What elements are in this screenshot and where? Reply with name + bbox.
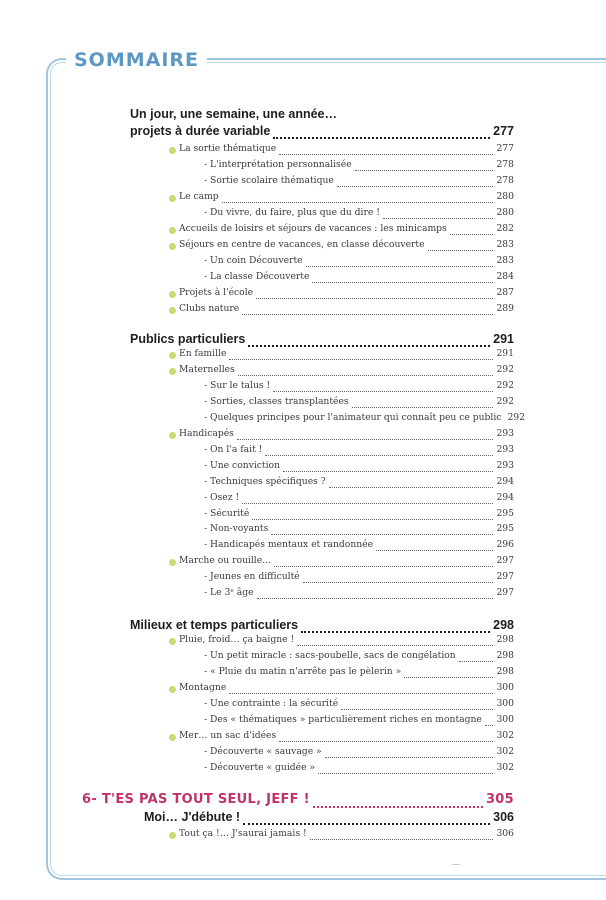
- bullet-icon: [169, 291, 176, 298]
- entry-label: - L'interprétation personnalisée: [204, 158, 352, 170]
- dot-leader: [242, 503, 493, 504]
- toc-subentry[interactable]: [204, 411, 525, 427]
- entry-label: - Découverte « guidée »: [204, 761, 316, 773]
- dot-leader: [238, 375, 494, 376]
- entry-page: 277: [496, 143, 514, 154]
- dot-leader: [273, 137, 490, 139]
- entry-page: 302: [496, 761, 514, 773]
- toc-entry[interactable]: [169, 730, 514, 745]
- section-heading-title: Milieux et temps particuliers: [130, 618, 299, 632]
- entry-page: 295: [496, 523, 514, 535]
- toc-subentry[interactable]: [204, 714, 514, 729]
- dot-leader: [273, 391, 493, 392]
- toc-subentry[interactable]: [204, 650, 514, 665]
- toc-subentry[interactable]: [204, 539, 514, 554]
- toc-entry[interactable]: [169, 223, 514, 238]
- dot-leader: [341, 709, 493, 710]
- toc-entry[interactable]: [169, 364, 514, 379]
- toc-subentry[interactable]: [204, 492, 514, 507]
- toc-subentry[interactable]: [204, 396, 514, 411]
- bullet-icon: [169, 832, 176, 839]
- entry-label: - Sur le talus !: [204, 379, 271, 391]
- entry-label: - Techniques spécifiques ?: [204, 475, 326, 487]
- toc-subentry[interactable]: [204, 255, 514, 270]
- entry-page: 284: [496, 270, 514, 282]
- dot-leader: [279, 741, 493, 742]
- dot-leader: [301, 631, 490, 633]
- toc-subentry[interactable]: [204, 444, 514, 459]
- page-title: SOMMAIRE: [74, 49, 200, 71]
- entry-page: 297: [496, 555, 514, 567]
- dot-leader: [274, 566, 493, 567]
- dot-leader: [310, 839, 494, 840]
- entry-page: 297: [496, 587, 514, 599]
- entry-label: Pluie, froid… ça baigne !: [179, 634, 295, 645]
- toc-subentry[interactable]: [204, 666, 514, 681]
- toc-entry[interactable]: [169, 348, 514, 363]
- entry-page: 300: [496, 681, 514, 693]
- entry-page: 287: [496, 286, 514, 298]
- dot-leader: [252, 519, 493, 520]
- dot-leader: [485, 725, 494, 726]
- toc-entry[interactable]: [169, 634, 514, 649]
- bullet-icon: [169, 352, 176, 359]
- entry-page: 292: [496, 363, 514, 375]
- toc-subentry[interactable]: [204, 380, 514, 395]
- dot-leader: [376, 550, 493, 551]
- dot-leader: [318, 773, 493, 774]
- entry-page: 298: [496, 665, 514, 677]
- entry-page: 302: [496, 745, 514, 757]
- dot-leader: [383, 218, 494, 219]
- dot-leader: [313, 806, 483, 808]
- bullet-icon: [169, 686, 176, 693]
- entry-page: 294: [496, 475, 514, 487]
- entry-page: 278: [496, 158, 514, 170]
- toc-subentry[interactable]: [204, 175, 514, 190]
- entry-page: 278: [496, 174, 514, 186]
- entry-label: - Sortie scolaire thématique: [204, 174, 334, 186]
- toc-entry[interactable]: [169, 828, 514, 843]
- dot-leader: [256, 298, 493, 299]
- section-heading[interactable]: [144, 810, 514, 828]
- bullet-icon: [169, 195, 176, 202]
- entry-label: Clubs nature: [179, 302, 240, 314]
- dot-leader: [242, 314, 493, 315]
- entry-page: 282: [496, 222, 514, 234]
- toc-subentry[interactable]: [204, 271, 514, 286]
- bullet-icon: [169, 368, 176, 375]
- dot-leader: [352, 407, 494, 408]
- entry-page: 292: [507, 411, 525, 423]
- entry-label: - Non-voyants: [204, 523, 269, 535]
- entry-label: Tout ça !… J'saurai jamais !: [179, 828, 307, 839]
- bullet-icon: [169, 243, 176, 250]
- entry-page: 294: [496, 491, 514, 503]
- entry-page: 293: [496, 459, 514, 471]
- entry-page: 306: [496, 828, 514, 839]
- dot-leader: [222, 202, 494, 203]
- dot-leader: [450, 234, 494, 235]
- entry-label: - Une conviction: [204, 459, 280, 471]
- dot-leader: [257, 598, 494, 599]
- toc-entry[interactable]: [169, 303, 514, 318]
- entry-page: 283: [496, 238, 514, 250]
- entry-label: - Une contrainte : la sécurité: [204, 697, 339, 709]
- entry-label: - On l'a fait !: [204, 443, 263, 455]
- toc-subentry[interactable]: [204, 460, 514, 475]
- toc-subentry[interactable]: [204, 762, 514, 777]
- bullet-icon: [169, 227, 176, 234]
- toc-subentry[interactable]: [204, 508, 514, 523]
- entry-label: Montagne: [179, 681, 227, 693]
- toc-subentry[interactable]: [204, 571, 514, 586]
- dot-leader: [248, 345, 490, 347]
- entry-label: Séjours en centre de vacances, en classe découverte: [179, 238, 425, 250]
- section-heading-title: Moi… J'débute !: [144, 810, 241, 824]
- toc-subentry[interactable]: [204, 207, 514, 222]
- entry-page: 297: [496, 571, 514, 583]
- section-heading-title: projets à durée variable: [130, 124, 271, 138]
- entry-page: 291: [496, 348, 514, 359]
- entry-label: Marche ou rouille…: [179, 555, 272, 567]
- dot-leader: [459, 661, 494, 662]
- dot-leader: [303, 582, 494, 583]
- entry-label: - Découverte « sauvage »: [204, 745, 322, 757]
- dot-leader: [325, 757, 494, 758]
- dot-leader: [271, 534, 493, 535]
- entry-label: En famille: [179, 348, 227, 359]
- bullet-icon: [169, 638, 176, 645]
- toc-entry[interactable]: [169, 555, 514, 570]
- entry-label: - « Pluie du matin n'arrête pas le pèlerin »: [204, 665, 402, 677]
- entry-page: 283: [496, 254, 514, 266]
- dot-leader: [297, 645, 493, 646]
- entry-label: - Osez !: [204, 491, 240, 503]
- toc-entry[interactable]: [169, 428, 514, 443]
- entry-label: - Des « thématiques » particulièrement riches en montagne: [204, 713, 482, 725]
- section-heading-page: 306: [493, 810, 514, 824]
- bullet-icon: [169, 734, 176, 741]
- dot-leader: [283, 471, 493, 472]
- bullet-icon: [169, 147, 176, 154]
- entry-label: - Un petit miracle : sacs-poubelle, sacs de congélation: [204, 649, 456, 661]
- entry-page: 292: [496, 395, 514, 407]
- section-heading-page: 277: [493, 124, 514, 138]
- entry-page: 298: [496, 649, 514, 661]
- dot-leader: [312, 282, 493, 283]
- entry-label: - Un coin Découverte: [204, 254, 303, 266]
- entry-label: Handicapés: [179, 427, 234, 439]
- toc-entry[interactable]: [169, 239, 514, 254]
- entry-page: 300: [496, 697, 514, 709]
- entry-page: 300: [496, 713, 514, 725]
- entry-page: 280: [496, 190, 514, 202]
- page-mark: [452, 864, 460, 865]
- entry-label: Maternelles: [179, 363, 235, 375]
- dot-leader: [337, 186, 494, 187]
- entry-label: - Du vivre, du faire, plus que du dire !: [204, 206, 380, 218]
- entry-label: - La classe Découverte: [204, 270, 310, 282]
- toc-entry[interactable]: [169, 143, 514, 158]
- dot-leader: [265, 455, 493, 456]
- entry-label: - Sécurité: [204, 507, 250, 519]
- entry-page: 293: [496, 443, 514, 455]
- toc-entry[interactable]: [169, 191, 514, 206]
- entry-page: 295: [496, 507, 514, 519]
- chapter-heading[interactable]: [82, 792, 514, 812]
- bullet-icon: [169, 432, 176, 439]
- dot-leader: [306, 266, 494, 267]
- toc-subentry[interactable]: [204, 159, 514, 174]
- chapter-heading-title: 6- T'ES PAS TOUT SEUL, JEFF !: [82, 792, 310, 807]
- bullet-icon: [169, 559, 176, 566]
- entry-page: 296: [496, 539, 514, 551]
- toc-entry[interactable]: [169, 287, 514, 302]
- entry-page: 280: [496, 206, 514, 218]
- entry-label: Le camp: [179, 190, 219, 202]
- section-heading-line1: Un jour, une semaine, une année…: [130, 107, 337, 121]
- section-heading[interactable]: [130, 124, 514, 142]
- entry-label: La sortie thématique: [179, 143, 277, 154]
- toc-entry[interactable]: [169, 682, 514, 697]
- dot-leader: [428, 250, 494, 251]
- entry-label: - Jeunes en difficulté: [204, 571, 300, 583]
- entry-label: - Quelques principes pour l'animateur qui connaît peu ce public: [204, 411, 502, 423]
- bullet-icon: [169, 307, 176, 314]
- entry-label: - Sorties, classes transplantées: [204, 395, 349, 407]
- dot-leader: [229, 693, 493, 694]
- entry-page: 293: [496, 427, 514, 439]
- chapter-heading-page: 305: [485, 792, 514, 807]
- dot-leader: [243, 823, 490, 825]
- entry-page: 302: [496, 729, 514, 741]
- entry-label: Mer… un sac d'idées: [179, 729, 277, 741]
- entry-page: 289: [496, 302, 514, 314]
- toc-subentry[interactable]: [204, 746, 514, 761]
- entry-label: - Handicapés mentaux et randonnée: [204, 539, 374, 551]
- toc-subentry[interactable]: [204, 587, 514, 602]
- toc-subentry[interactable]: [204, 698, 514, 713]
- entry-page: 292: [496, 379, 514, 391]
- dot-leader: [329, 487, 494, 488]
- toc-subentry[interactable]: [204, 523, 514, 538]
- entry-label: Projets à l'école: [179, 286, 254, 298]
- section-heading-page: 291: [493, 332, 514, 346]
- entry-label: - Le 3ᵉ âge: [204, 587, 254, 599]
- dot-leader: [229, 359, 493, 360]
- dot-leader: [279, 154, 493, 155]
- toc-subentry[interactable]: [204, 476, 514, 491]
- entry-label: Accueils de loisirs et séjours de vacances : les minicamps: [179, 222, 447, 234]
- dot-leader: [404, 677, 493, 678]
- section-heading-page: 298: [493, 618, 514, 632]
- entry-page: 298: [496, 634, 514, 645]
- dot-leader: [237, 439, 494, 440]
- dot-leader: [355, 170, 494, 171]
- section-heading-title: Publics particuliers: [130, 332, 246, 346]
